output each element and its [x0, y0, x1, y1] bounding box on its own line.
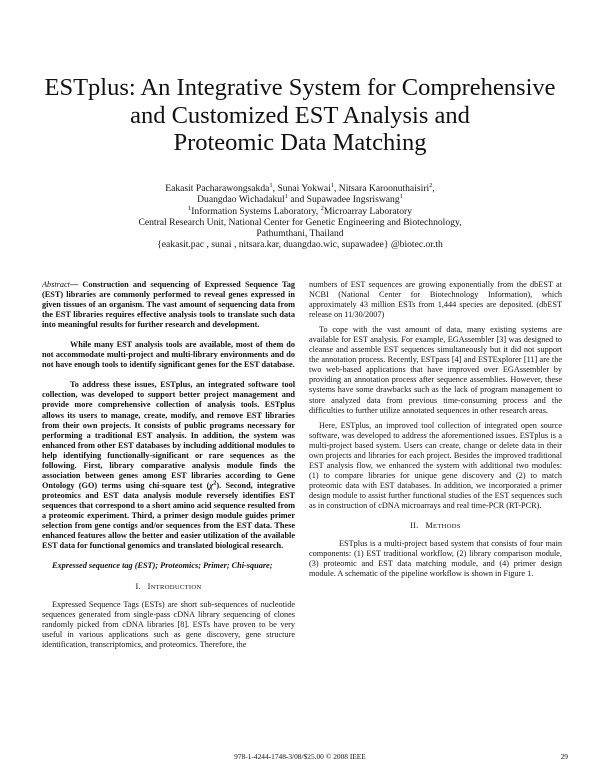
- abstract-paragraph: [42, 380, 295, 551]
- author-line: Eakasit Pacharawongsakda$^1$, Sunai Yokwai$^1$, Nitsara Karoonuthaisiri$^2$,: [165, 181, 435, 194]
- affiliation-mark: 2: [429, 181, 433, 189]
- section-title-initial: I: [147, 582, 151, 592]
- author-name: , Sunai Yokwai: [272, 183, 331, 194]
- abstract-label: Abstract: [42, 280, 70, 289]
- body-paragraph: Expressed Sequence Tags (ESTs) are short sub-sequences of nucleotide sequences generated from single-pass cDNA library sequencing of clones randomly picked from cDNA libraries [8]. ESTs have proven to be very useful in various applications such as gene discovery, gene structure identification, transcriptomics, and proteomics. Therefore, the: [42, 600, 295, 650]
- body-paragraph: Here, ESTplus, an improved tool collection of integrated open source software, was developed to address the aforementioned issues. ESTplus is a multi-project based system. Users can create, change or delete data in their own projects and libraries for each project. Besides the improved traditional EST analysis flow, we enhanced the system with additional two modules: (1) to compare libraries for unique gene discovery and (2) to match proteomic data with EST databases. In addition, we incorporated a primer design module to assist further functional studies of the EST sequences such as in construction of cDNA microarrays and real time-PCR (RT-PCR).: [309, 420, 562, 510]
- chi-exponent: 2: [213, 479, 217, 487]
- body-paragraph: ESTplus is a multi-project based system that consists of four main components: (1) EST traditional workflow, (2) library comparison module, (3) proteomic and EST data matching module, and (4) primer design module. A schematic of the pipeline workflow is shown in Figure 1.: [309, 539, 562, 579]
- affiliation-mark: 1: [399, 193, 403, 201]
- author-block: [60, 183, 540, 251]
- body-paragraph: numbers of EST sequences are growing exponentially from the dbEST at NCBI (National Center for Biotechnology Information), which approximately 43 million ESTs from 1,444 species are deposited. (dbEST release on 11/30/2007): [309, 280, 562, 320]
- body-paragraph: To cope with the vast amount of data, many existing systems are available for EST analysis. For example, EGAssembler [3] was designed to cleanse and assemble EST sequences simultaneously but it did not support the annotation process. Recently, ESTpass [4] and ESTExplorer [11] are the two web-based applications that have improved over EGAssembler by providing an annotation process after sequence assemblies. However, these systems have some drawbacks such as the lack of program management to store analyzed data from previous time-consuming process and the difficulties to further utilize annotated sequences in other research areas.: [309, 325, 562, 415]
- author-name: and Supawadee Ingsriswang: [287, 194, 400, 206]
- section-number: I.: [135, 582, 141, 592]
- author-name: Eakasit Pacharawongsakda: [165, 183, 270, 194]
- affiliation-text: Microarray Laboratory: [323, 205, 413, 217]
- right-column: [309, 280, 562, 579]
- affiliation-line: [60, 206, 540, 217]
- title-line: Proteomic Data Matching: [173, 129, 427, 156]
- affiliation-mark: 1: [330, 181, 334, 189]
- section-heading-introduction: [42, 582, 295, 593]
- abstract-paragraph: While many EST analysis tools are available, most of them do not accommodate multi-project and multi-library environments and do not have enough tools to identify significant genes for the EST database.: [42, 340, 295, 370]
- title-line: ESTplus: An Integrative System for Comprehensive: [44, 74, 556, 101]
- author-name: , Nitsara Karoonuthaisiri: [334, 183, 430, 194]
- section-number: II.: [410, 521, 419, 531]
- affiliation-mark: 1: [187, 204, 192, 212]
- index-terms: Expressed sequence tag (EST); Proteomics; Primer; Chi-square;: [52, 561, 273, 571]
- abstract-text: ). Second, integrative proteomics and EST data analysis module reversely identifies EST sequences that correspond to a short amino acid sequence resulted from a proteomic experiment. Third, a primer design module guides primer selection from gene contigs and/or sequences from the EST data. These enhanced features allow the better and easier utilization of the available EST data for functional genomics and translated biological research.: [42, 480, 295, 551]
- title-line: and Customized EST Analysis and: [130, 101, 470, 129]
- affiliation-text: Information Systems Laboratory,: [191, 205, 321, 217]
- section-heading-methods: [309, 521, 562, 532]
- affiliation-mark: 2: [320, 204, 324, 212]
- abstract-text: — Construction and sequencing of Expressed Sequence Tag (EST) libraries are commonly performed to reveal genes expressed in given tissues of an organism. The vast amount of sequencing data from the EST libraries requires effective analysis tools to translate such data into meaningful results for further research and development.: [42, 280, 295, 330]
- affiliation-mark: 1: [269, 181, 273, 189]
- page-number: 29: [560, 752, 568, 761]
- affiliation-mark: 1: [284, 193, 288, 201]
- author-emails: {eakasit.pac , sunai , nitsara.kar, duangdao.wic, supawadee} @biotec.or.th: [157, 239, 443, 251]
- section-title-rest: ETHODS: [433, 523, 461, 531]
- left-column: [42, 280, 295, 651]
- chi-symbol: χ: [209, 480, 214, 490]
- abstract: [42, 280, 295, 330]
- copyright-notice: 978-1-4244-1748-3/08/$25.00 © 2008 IEEE: [234, 752, 366, 761]
- author-name: Duangdao Wichadakul: [197, 194, 285, 206]
- affiliation-line: Pathumthani, Thailand: [256, 228, 344, 240]
- abstract-text: To address these issues, ESTplus, an integrated software tool collection, was developed to support better project management and provide more comprehensive collection of analysis tools. ESTplus allows its users to manage, create, modify, and remove EST libraries from their own projects. It consists of public programs necessary for performing a traditional EST analysis. In addition, the system was enhanced from other EST databases by including additional modules to help identifying functionally-significant or rare sequences as the following. First, library comparative analysis module finds the association between genes among EST libraries according to Gene Ontology (GO) terms using chi-square test (: [42, 380, 295, 490]
- section-title-rest: NTRODUCTION: [150, 584, 202, 592]
- author-line: [60, 194, 540, 205]
- section-title-initial: M: [425, 521, 433, 531]
- paper-title: [40, 74, 560, 157]
- affiliation-line: Central Research Unit, National Center for Genetic Engineering and Biotechnology,: [138, 216, 462, 228]
